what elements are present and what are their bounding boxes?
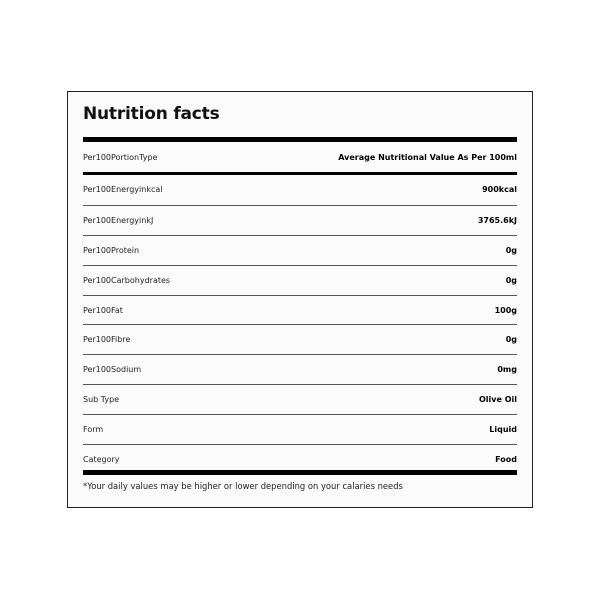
row-value: Food [495, 454, 517, 464]
row-label: Per100Protein [83, 245, 140, 255]
row-label: Per100Fibre [83, 335, 131, 345]
nutrition-rows [83, 175, 517, 474]
table-row [83, 354, 517, 384]
row-label: Category [83, 454, 120, 464]
row-label: Per100EnergyinkJ [83, 215, 154, 225]
table-row [83, 205, 517, 235]
row-label: Form [83, 425, 104, 435]
row-label: Per100Carbohydrates [83, 275, 171, 285]
panel-title: Nutrition facts [83, 104, 220, 124]
row-value: 900kcal [482, 185, 517, 195]
table-row [83, 384, 517, 414]
table-row [83, 295, 517, 325]
row-value: Liquid [489, 425, 517, 435]
table-row [83, 265, 517, 295]
row-value: 0g [505, 245, 517, 255]
bottom-divider [83, 470, 517, 475]
table-row [83, 414, 517, 444]
top-divider [83, 137, 517, 142]
header-label: Per100PortionType [83, 153, 158, 162]
row-label: Per100Sodium [83, 365, 142, 375]
row-value: 0g [505, 335, 517, 345]
row-value: 100g [494, 305, 517, 315]
footnote: *Your daily values may be higher or lower depending on your calaries needs [83, 481, 403, 491]
header-value: Average Nutritional Value As Per 100ml [338, 153, 517, 162]
table-row [83, 175, 517, 205]
table-row [83, 324, 517, 354]
row-value: 0g [505, 275, 517, 285]
row-label: Per100Fat [83, 305, 123, 315]
row-value: 3765.6kJ [477, 215, 517, 225]
table-row [83, 235, 517, 265]
nutrition-facts-panel [67, 91, 533, 508]
row-label: Per100Energyinkcal [83, 185, 163, 195]
row-value: Olive Oil [479, 395, 517, 405]
row-label: Sub Type [83, 395, 120, 405]
row-value: 0mg [497, 365, 517, 375]
table-header-row [83, 143, 517, 172]
nutrition-table [83, 143, 517, 172]
